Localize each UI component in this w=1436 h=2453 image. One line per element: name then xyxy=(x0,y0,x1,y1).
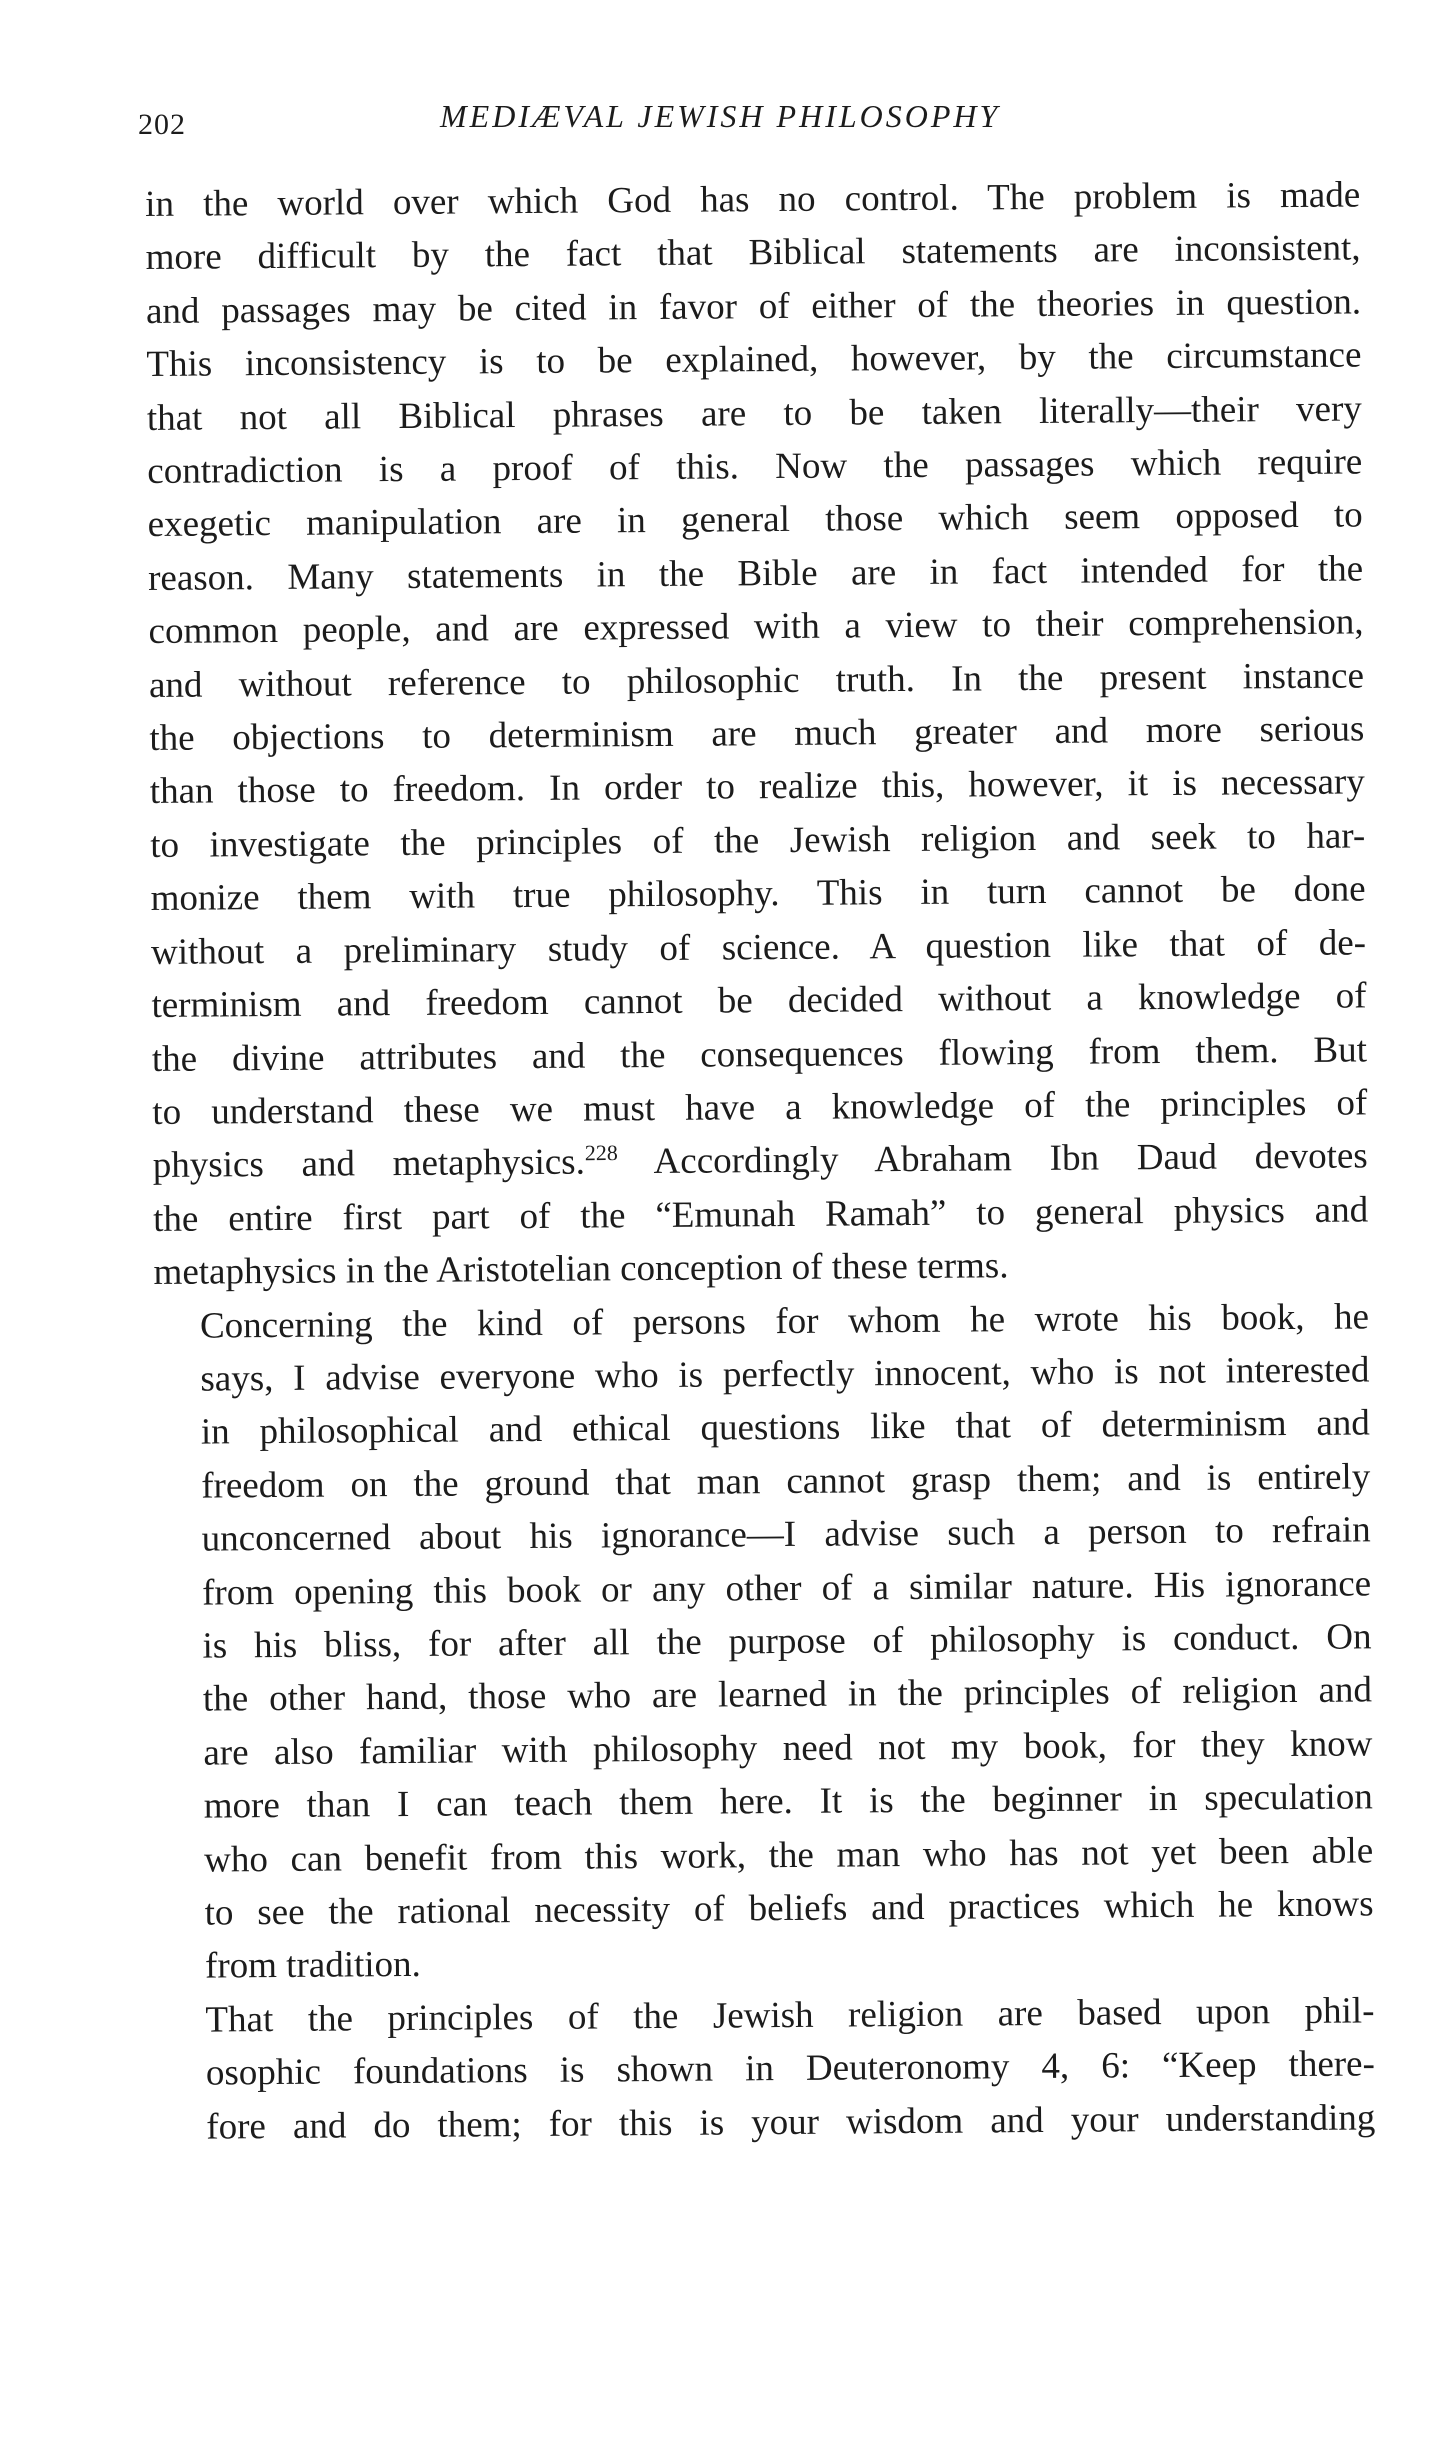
text-line: in philosophical and ethical questions like that of determinism and xyxy=(200,1402,1370,1453)
body-text xyxy=(145,168,1375,2154)
text-line: and passages may be cited in favor of either of the theories in question. xyxy=(145,281,1362,332)
text-line: says, I advise everyone who is perfectly innocent, who is not interested xyxy=(200,1349,1370,1400)
text-line: terminism and freedom cannot be decided without a knowledge of xyxy=(151,975,1367,1027)
text-line: to investigate the principles of the Jewish religion and seek to har- xyxy=(150,815,1366,866)
text-line: This inconsistency is to be explained, however, by the circumstance xyxy=(146,334,1362,386)
text-line: unconcerned about his ignorance—I advise such a person to refrain xyxy=(201,1509,1371,1560)
text-fragment: physics and metaphysics. xyxy=(152,1141,586,1187)
text-line: That the principles of the Jewish religion are based upon phil- xyxy=(205,1990,1375,2041)
text-line: from opening this book or any other of a similar nature. His ignorance xyxy=(201,1562,1372,1614)
text-line: to see the rational necessity of beliefs and practices which he knows xyxy=(204,1883,1374,1934)
text-line: reason. Many statements in the Bible are in fact intended for the xyxy=(147,548,1364,599)
text-line: contradiction is a proof of this. Now the passages which require xyxy=(147,441,1363,493)
text-line: the divine attributes and the consequences flowing from them. But xyxy=(151,1028,1368,1080)
text-line: monize them with true philosophy. This in turn cannot be done xyxy=(150,868,1366,920)
text-line: more than I can teach them here. It is the beginner in speculation xyxy=(203,1776,1373,1827)
text-line: osophic foundations is shown in Deuteronomy 4, 6: “Keep there- xyxy=(205,2043,1376,2094)
footnote-reference[interactable]: 228 xyxy=(584,1140,618,1166)
text-fragment: Accordingly Abraham Ibn Daud devotes xyxy=(617,1135,1368,1183)
text-line: metaphysics in the Aristotelian conception of these terms. xyxy=(153,1245,1009,1294)
text-line: is his bliss, for after all the purpose of philosophy is conduct. On xyxy=(202,1616,1372,1667)
text-line: without a preliminary study of science. A question like that of de- xyxy=(150,922,1367,973)
text-line: more difficult by the fact that Biblical statements are inconsistent, xyxy=(145,227,1361,279)
paragraph-3 xyxy=(159,1984,1375,2154)
text-line: Concerning the kind of persons for whom he wrote his book, he xyxy=(199,1295,1370,1347)
text-line: who can benefit from this work, the man who has not yet been able xyxy=(204,1830,1374,1881)
paragraph-2 xyxy=(154,1290,1374,1994)
paragraph-1 xyxy=(145,168,1369,1299)
text-line: fore and do them; for this is your wisdom and your understanding xyxy=(206,2097,1376,2148)
text-line: exegetic manipulation are in general those which seem opposed to xyxy=(147,494,1363,546)
text-line: are also familiar with philosophy need not my book, for they know xyxy=(203,1723,1373,1774)
text-line: than those to freedom. In order to realize this, however, it is necessary xyxy=(149,761,1365,813)
text-line: the other hand, those who are learned in the principles of religion and xyxy=(202,1669,1373,1720)
page-number: 202 xyxy=(138,108,186,141)
text-line: to understand these we must have a knowledge of the principles of xyxy=(152,1082,1368,1133)
running-title: MEDIÆVAL JEWISH PHILOSOPHY xyxy=(440,98,1001,134)
text-line: the objections to determinism are much greater and more serious xyxy=(149,708,1365,760)
text-line: the entire first part of the “Emunah Ramah” to general physics and xyxy=(153,1189,1369,1240)
text-line: in the world over which God has no control. The problem is made xyxy=(145,174,1361,225)
text-line: freedom on the ground that man cannot grasp them; and is entirely xyxy=(201,1456,1371,1507)
text-line: common people, and are expressed with a view to their comprehension, xyxy=(148,601,1364,653)
text-line-with-footnote xyxy=(153,1130,1368,1193)
text-line: and without reference to philosophic truth. In the present instance xyxy=(148,655,1365,706)
text-line: that not all Biblical phrases are to be taken literally—their very xyxy=(146,388,1363,439)
text-line: from tradition. xyxy=(204,1944,421,1987)
